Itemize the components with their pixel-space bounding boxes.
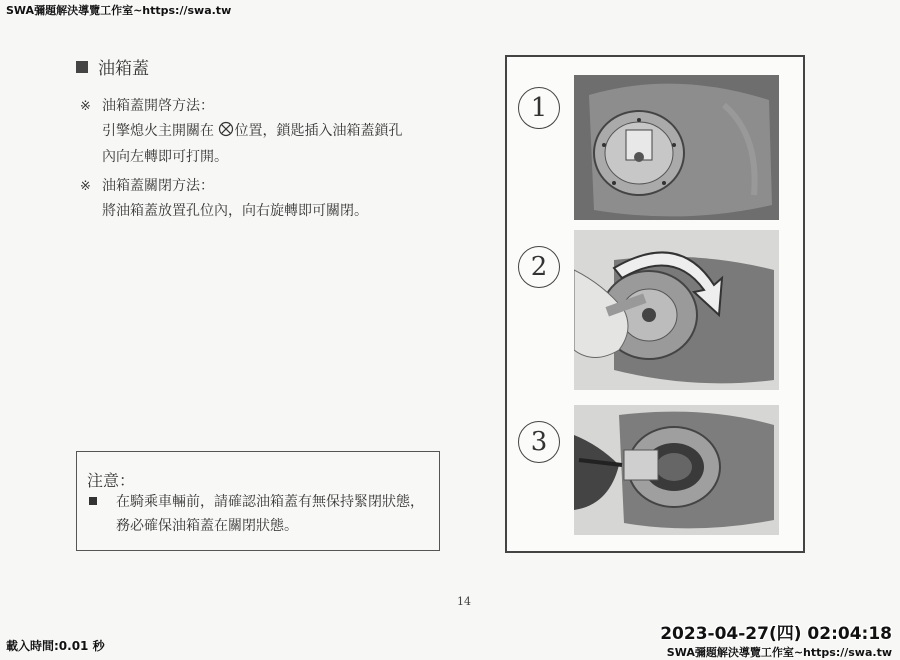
watermark-bottom: SWA彌題解決導覽工作室~https://swa.tw — [666, 646, 892, 659]
timestamp-stamp — [660, 619, 892, 660]
fuel-cap-closed-photo — [574, 75, 779, 220]
reference-mark-icon: ※ — [80, 99, 91, 114]
load-time-text: 載入時間:0.01 秒 — [6, 639, 105, 653]
watermark-top: SWA彌題解決導覽工作室~https://swa.tw — [6, 4, 232, 17]
close-method-text: 將油箱蓋放置孔位內，向右旋轉即可關閉。 — [102, 203, 368, 219]
open-method — [80, 94, 402, 169]
close-method — [80, 174, 368, 223]
step-number-1: 1 — [518, 87, 560, 129]
circle-x-icon — [218, 121, 234, 145]
timestamp: 2023-04-27(四) 02:04:18 — [660, 624, 892, 644]
page-number: 14 — [457, 595, 471, 608]
close-method-heading: 油箱蓋關閉方法： — [102, 178, 214, 194]
fuel-cap-figure — [505, 55, 805, 553]
key-turn-left-photo — [574, 230, 779, 390]
reference-mark-icon: ※ — [80, 179, 91, 194]
square-bullet-icon — [89, 497, 97, 505]
notice-box — [76, 451, 440, 551]
section-title: 油箱蓋 — [98, 59, 149, 79]
fuel-cap-open-photo — [574, 405, 779, 535]
open-method-text-1a: 引擎熄火主開關在 — [102, 123, 214, 139]
notice-title: 注意： — [87, 471, 136, 490]
open-method-text-1b: 位置，鎖匙插入油箱蓋鎖孔 — [234, 123, 403, 139]
open-method-heading: 油箱蓋開啓方法： — [102, 98, 214, 114]
open-method-text-2: 內向左轉即可打開。 — [102, 149, 228, 165]
section-header — [76, 54, 149, 79]
step-number-2: 2 — [518, 246, 560, 288]
step-number-3: 3 — [518, 421, 560, 463]
notice-text: 在騎乘車輛前，請確認油箱蓋有無保持緊閉狀態，務必確保油箱蓋在關閉狀態。 — [116, 494, 424, 534]
square-bullet-icon — [76, 61, 88, 73]
